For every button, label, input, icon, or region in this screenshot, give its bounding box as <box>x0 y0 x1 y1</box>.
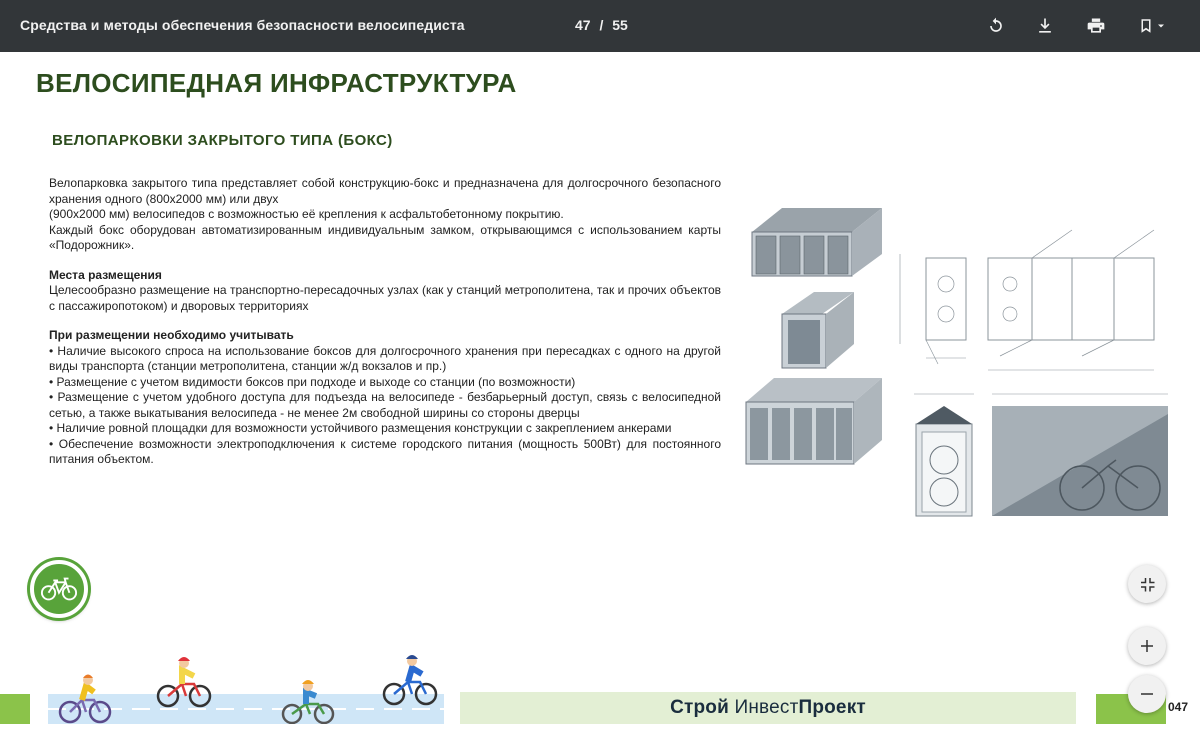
plus-icon <box>1138 637 1156 655</box>
consider-item: • Наличие высокого спроса на использование боксов для долгосрочного хранения при пересадках с одного на другой виды транспорта (станции метрополитена, станции ж/д вокзалов и пр.) <box>49 343 721 373</box>
technical-drawing-section <box>914 394 1168 516</box>
page-separator: / <box>599 17 604 33</box>
cyclist-illustration <box>58 672 112 724</box>
cyclist-illustration <box>382 652 438 706</box>
five-box-unit-image <box>746 378 882 464</box>
fit-page-button[interactable] <box>1128 565 1166 603</box>
placement-title: Места размещения <box>49 267 162 282</box>
consider-item: • Обеспечение возможности электроподключения к системе городского питания (мощность 500Вт) для постоянного питания объектом. <box>49 436 721 466</box>
bike-box-illustrations <box>742 174 1172 530</box>
consider-item: • Наличие ровной площадки для возможности устойчивого размещения конструкции с закреплением анкерами <box>49 421 672 435</box>
company-brand-banner <box>460 692 1076 724</box>
rotate-button[interactable] <box>983 13 1009 39</box>
slide-body-text <box>49 176 721 468</box>
rotate-icon <box>986 16 1006 36</box>
single-box-image <box>782 292 854 368</box>
technical-drawing-plan <box>900 230 1154 370</box>
intro-paragraph-3: Каждый бокс оборудован автоматизированным индивидуальным замком, открывающимся с использованием карты «Подорожник». <box>49 222 721 252</box>
footer-accent-left <box>0 694 30 724</box>
bicycle-icon <box>40 574 78 604</box>
bicycle-badge <box>30 560 88 618</box>
consider-title: При размещении необходимо учитывать <box>49 328 294 342</box>
cyclist-illustration <box>156 654 212 708</box>
company-logo-text <box>670 697 866 719</box>
consider-item: • Размещение с учетом видимости боксов при подходе и выходе со станции (по возможности) <box>49 374 576 389</box>
slide-subheading: ВЕЛОПАРКОВКИ ЗАКРЫТОГО ТИПА (БОКС) <box>52 132 393 149</box>
zoom-in-button[interactable] <box>1128 627 1166 665</box>
brand-part-1: Строй <box>670 697 729 718</box>
pdf-page <box>0 52 1200 732</box>
chevron-down-icon <box>1155 16 1167 36</box>
print-icon <box>1086 16 1106 36</box>
pdf-toolbar <box>0 0 1200 52</box>
document-title: Средства и методы обеспечения безопасности велосипедиста <box>20 17 465 33</box>
placement-text: Целесообразно размещение на транспортно-пересадочных узлах (как у станций метрополитена, так и прочих объектов с пассажиропотоком) и дворовых территориях <box>49 283 721 313</box>
print-button[interactable] <box>1083 13 1109 39</box>
total-pages: 55 <box>612 17 628 33</box>
bookmark-icon <box>1137 16 1155 36</box>
slide-page-number: 047 <box>1168 700 1189 714</box>
brand-part-2: Инвест <box>734 697 799 718</box>
consider-item: • Размещение с учетом удобного доступа для подъезда на велосипеде - безбарьерный доступ, связь с велосипедной сетью, а также выкатывания велосипеда - не менее 2м свободной ширины со стороны дверцы <box>49 390 721 420</box>
intro-paragraph-2: (900х2000 мм) велосипедов с возможностью её крепления к асфальтобетонному покрытию. <box>49 207 564 221</box>
cyclist-illustration <box>280 678 336 724</box>
four-box-unit-image <box>752 208 882 276</box>
minus-icon <box>1138 685 1156 703</box>
page-indicator <box>575 17 628 33</box>
brand-part-3: Проект <box>798 697 866 718</box>
download-button[interactable] <box>1032 13 1058 39</box>
fit-page-icon <box>1138 575 1156 593</box>
bookmark-button[interactable] <box>1134 13 1170 39</box>
zoom-out-button[interactable] <box>1128 675 1166 713</box>
slide-heading: ВЕЛОСИПЕДНАЯ ИНФРАСТРУКТУРА <box>36 68 517 98</box>
download-icon <box>1035 16 1055 36</box>
intro-paragraph-1: Велопарковка закрытого типа представляет собой конструкцию-бокс и предназначена для долгосрочного безопасного хранения одного (800х2000 мм) или двух <box>49 176 721 206</box>
current-page[interactable]: 47 <box>575 17 591 33</box>
